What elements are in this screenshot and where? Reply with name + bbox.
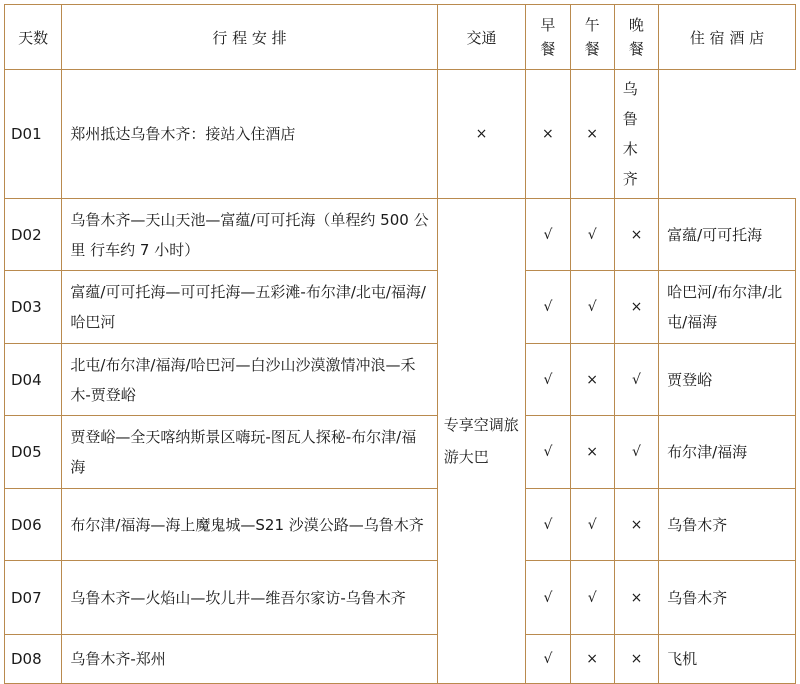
dinner-cell: × [614,271,658,344]
header-row [5,5,796,70]
lunch-cell: √ [570,489,614,561]
breakfast-cell: √ [526,635,570,684]
hotel-cell: 乌鲁木齐 [659,489,796,561]
lunch-cell: × [570,635,614,684]
route-cell: 乌鲁木齐—火焰山—坎儿井—维吾尔家访-乌鲁木齐 [62,561,437,635]
table-row [5,344,796,416]
header-day: 天数 [5,5,62,70]
lunch-cell: √ [570,271,614,344]
table-row [5,635,796,684]
table-row [5,489,796,561]
table-row [5,416,796,489]
hotel-cell: 飞机 [659,635,796,684]
lunch-cell: √ [570,561,614,635]
lunch-cell: × [570,416,614,489]
route-cell: 乌鲁木齐—天山天池—富蕴/可可托海（单程约 500 公里 行车约 7 小时） [62,199,437,271]
table-row [5,199,796,271]
hotel-cell: 贾登峪 [659,344,796,416]
breakfast-cell: √ [526,271,570,344]
hotel-cell: 布尔津/福海 [659,416,796,489]
table-row [5,561,796,635]
day-cell: D07 [5,561,62,635]
transport-cell: 专享空调旅游大巴 [437,199,526,684]
header-breakfast: 早 餐 [526,5,570,70]
itinerary-table [4,4,796,684]
day-cell: D05 [5,416,62,489]
header-transport: 交通 [437,5,526,70]
route-cell: 郑州抵达乌鲁木齐：接站入住酒店 [62,70,437,199]
day-cell: D03 [5,271,62,344]
day-cell: D08 [5,635,62,684]
breakfast-cell: √ [526,199,570,271]
dinner-cell: × [614,489,658,561]
dinner-cell: × [570,70,614,199]
header-route: 行 程 安 排 [62,5,437,70]
day-cell: D01 [5,70,62,199]
table-row [5,271,796,344]
header-hotel: 住 宿 酒 店 [659,5,796,70]
day-cell: D02 [5,199,62,271]
route-cell: 北屯/布尔津/福海/哈巴河—白沙山沙漠激情冲浪—禾木-贾登峪 [62,344,437,416]
route-cell: 布尔津/福海—海上魔鬼城—S21 沙漠公路—乌鲁木齐 [62,489,437,561]
hotel-cell: 乌鲁木齐 [659,561,796,635]
day-cell: D06 [5,489,62,561]
breakfast-cell: √ [526,416,570,489]
hotel-cell: 富蕴/可可托海 [659,199,796,271]
lunch-cell: × [526,70,570,199]
lunch-cell: √ [570,199,614,271]
dinner-cell: × [614,199,658,271]
hotel-cell: 乌鲁木齐 [614,70,658,199]
day-cell: D04 [5,344,62,416]
dinner-cell: √ [614,344,658,416]
lunch-cell: × [570,344,614,416]
table-row [5,70,796,199]
breakfast-cell: √ [526,489,570,561]
dinner-cell: × [614,635,658,684]
breakfast-cell: √ [526,561,570,635]
header-dinner: 晚 餐 [614,5,658,70]
dinner-cell: √ [614,416,658,489]
route-cell: 贾登峪—全天喀纳斯景区嗨玩-图瓦人探秘-布尔津/福海 [62,416,437,489]
breakfast-cell: × [437,70,526,199]
route-cell: 富蕴/可可托海—可可托海—五彩滩-布尔津/北屯/福海/哈巴河 [62,271,437,344]
hotel-cell: 哈巴河/布尔津/北屯/福海 [659,271,796,344]
header-lunch: 午 餐 [570,5,614,70]
breakfast-cell: √ [526,344,570,416]
route-cell: 乌鲁木齐-郑州 [62,635,437,684]
dinner-cell: × [614,561,658,635]
